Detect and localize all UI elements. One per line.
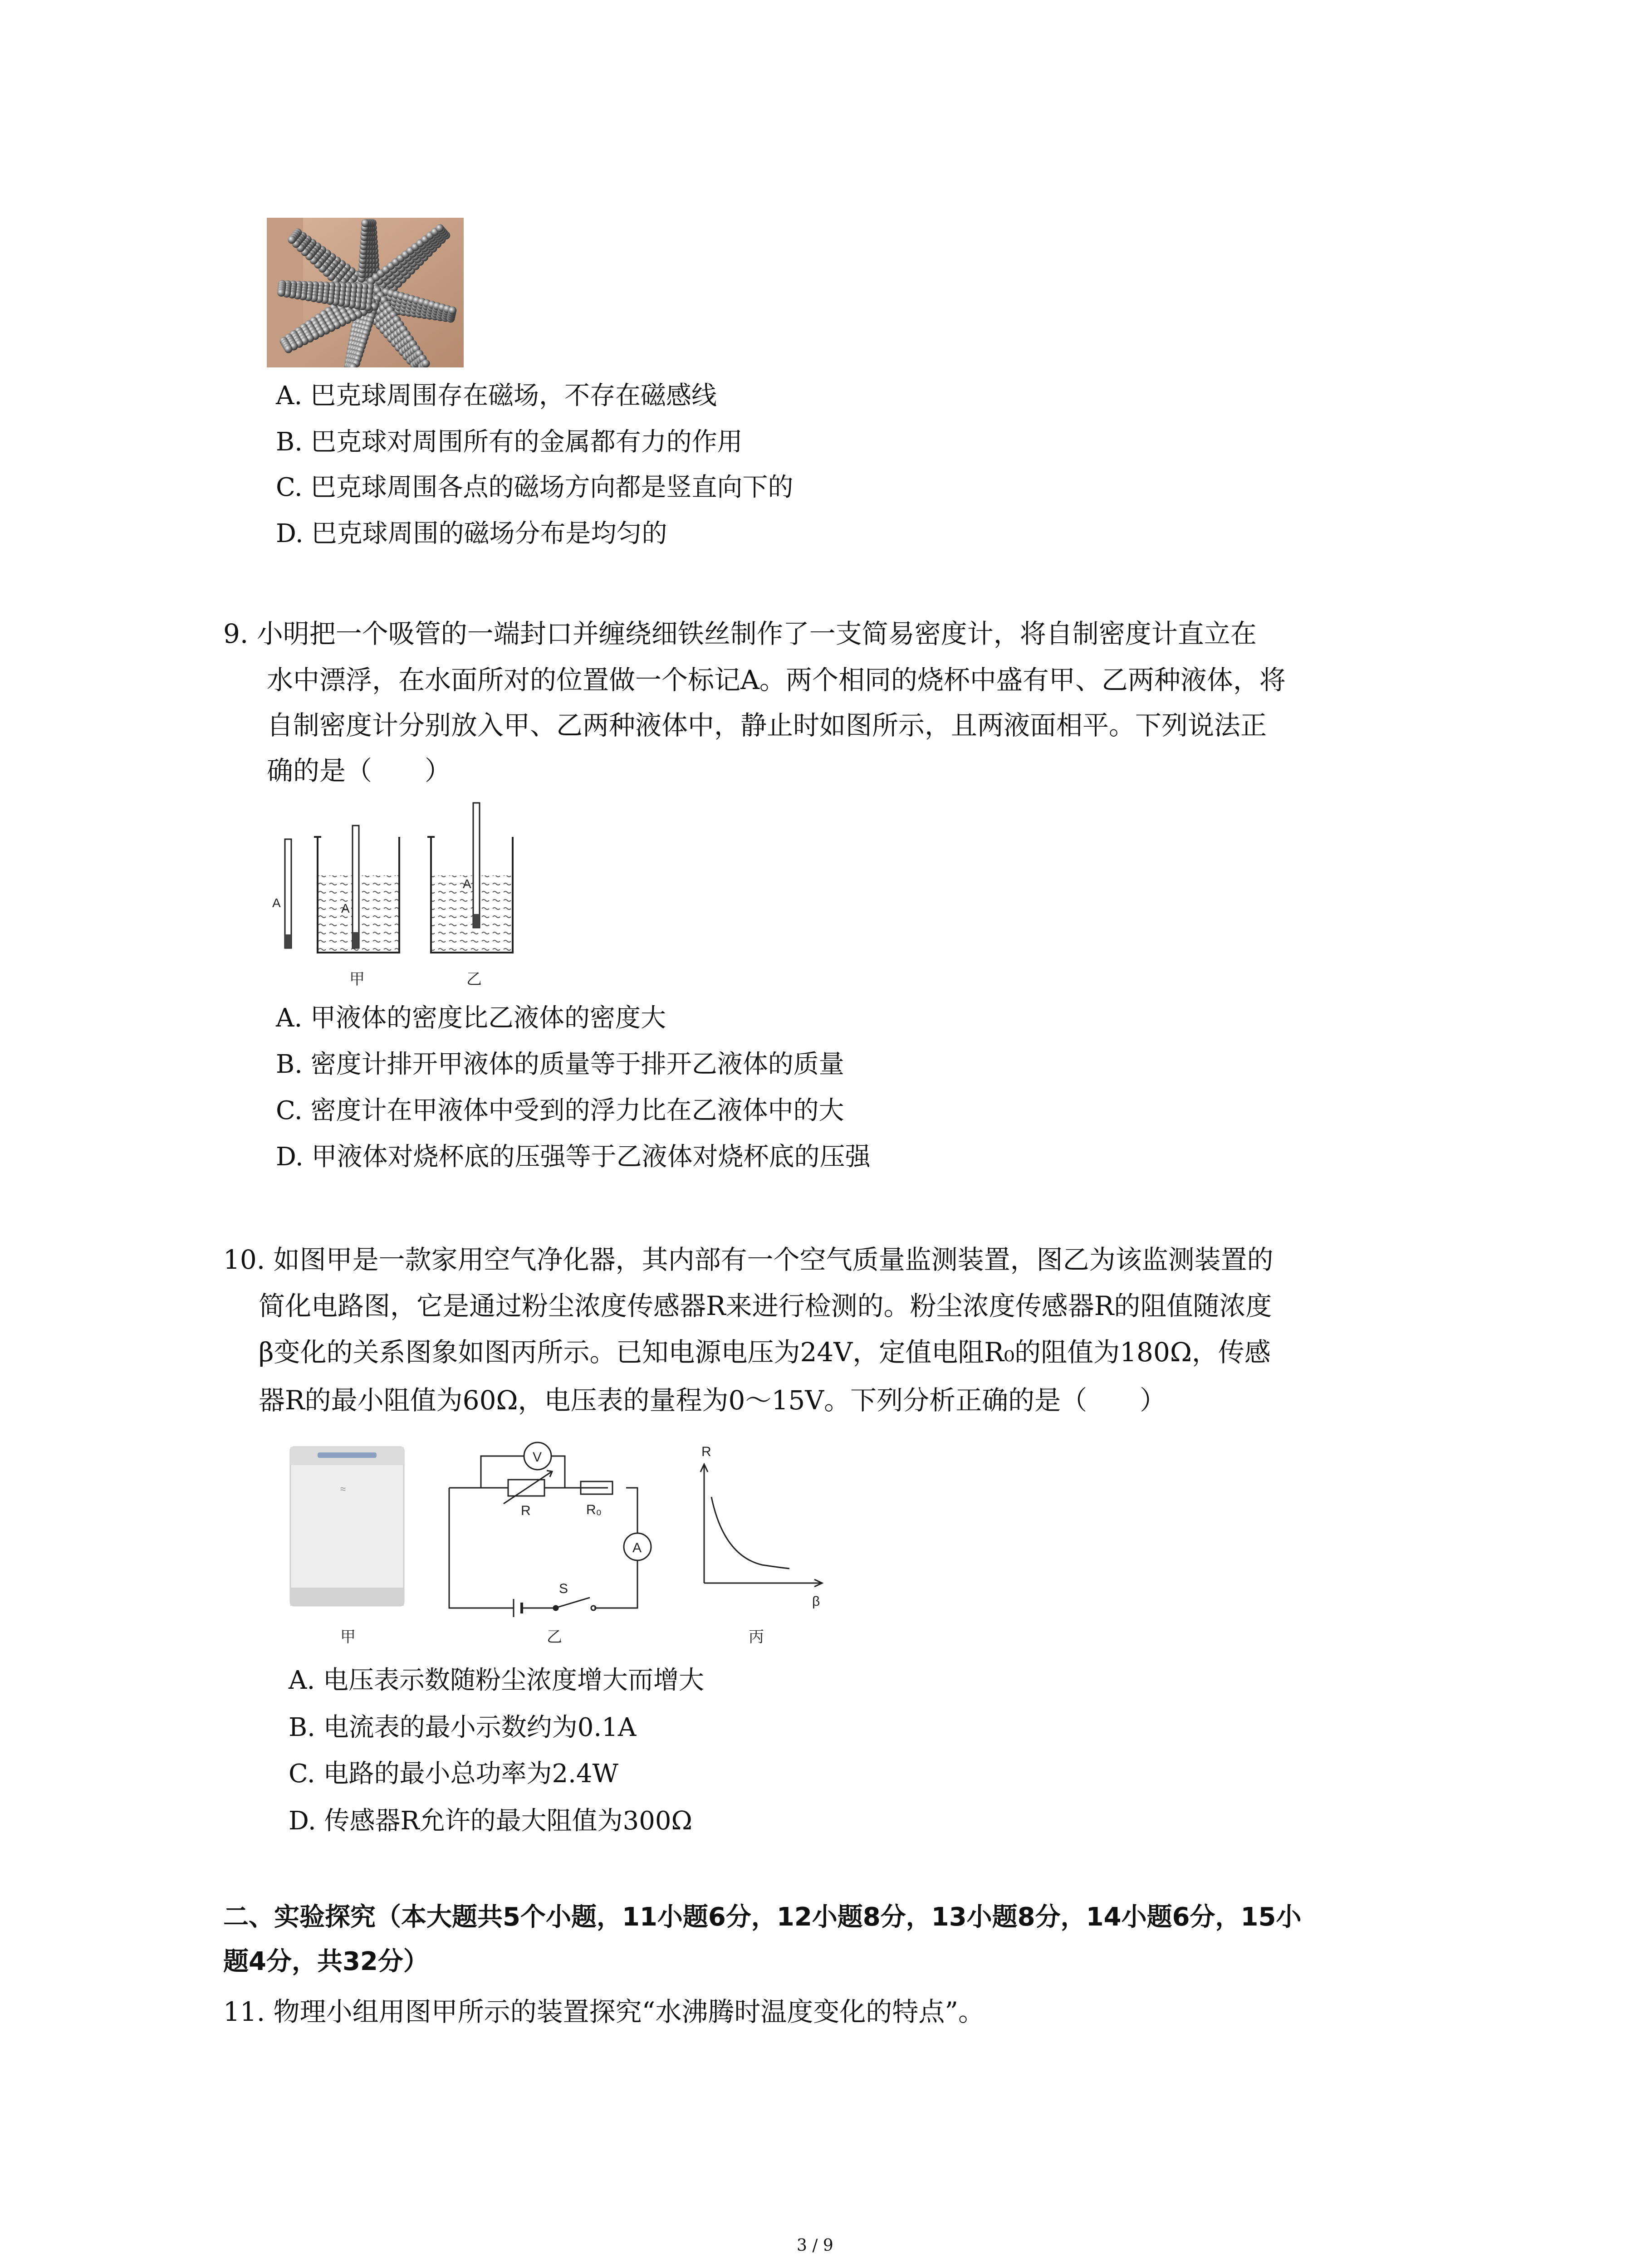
air-purifier-image bbox=[290, 1447, 404, 1606]
svg-text:≈: ≈ bbox=[340, 1483, 346, 1495]
voltmeter-label: V bbox=[533, 1450, 542, 1465]
switch-label: S bbox=[559, 1581, 568, 1596]
q10-stem-line-3: β变化的关系图象如图丙所示。已知电源电压为24V，定值电阻R₀的阻值为180Ω，传感 bbox=[259, 1337, 1271, 1368]
beaker-yi-caption: 乙 bbox=[466, 971, 482, 988]
q10-stem-line-1: 10. 如图甲是一款家用空气净化器，其内部有一个空气质量监测装置，图乙为该监测装置的 bbox=[223, 1244, 1274, 1275]
q9-option-a: A. 甲液体的密度比乙液体的密度大 bbox=[276, 1003, 666, 1033]
q8-option-a: A. 巴克球周围存在磁场，不存在磁感线 bbox=[276, 381, 717, 411]
q9-option-b: B. 密度计排开甲液体的质量等于排开乙液体的质量 bbox=[276, 1050, 844, 1079]
q10-option-d: D. 传感器R允许的最大阻值为300Ω bbox=[289, 1806, 692, 1836]
graph-y-axis-label: R bbox=[701, 1444, 711, 1459]
graph-x-axis-label: β bbox=[812, 1594, 820, 1609]
circuit-diagram bbox=[449, 1442, 651, 1617]
q11-stem: 11. 物理小组用图甲所示的装置探究“水沸腾时温度变化的特点”。 bbox=[223, 1996, 985, 2027]
q9-stem-line-4: 确的是（ ） bbox=[267, 755, 451, 786]
resistance-concentration-graph bbox=[700, 1464, 822, 1587]
section-2-heading-line-1: 二、实验探究（本大题共5个小题，11小题6分，12小题8分，13小题8分，14小题6分，15小 bbox=[223, 1902, 1302, 1932]
page-number: 3 / 9 bbox=[797, 2236, 833, 2255]
graph-caption: 丙 bbox=[749, 1628, 764, 1646]
circuit-caption: 乙 bbox=[547, 1628, 562, 1646]
q9-option-d: D. 甲液体对烧杯底的压强等于乙液体对烧杯底的压强 bbox=[276, 1142, 871, 1172]
beaker-jia-mark-label: A bbox=[341, 901, 350, 915]
q9-stem-line-2: 水中漂浮，在水面所对的位置做一个标记A。两个相同的烧杯中盛有甲、乙两种液体，将 bbox=[267, 665, 1286, 695]
resistor-r-label: R bbox=[521, 1503, 531, 1518]
q10-stem-line-4: 器R的最小阻值为60Ω，电压表的量程为0～15V。下列分析正确的是（ ） bbox=[259, 1385, 1166, 1416]
ammeter-label: A bbox=[632, 1540, 642, 1555]
q9-stem-line-3: 自制密度计分别放入甲、乙两种液体中，静止时如图所示，且两液面相平。下列说法正 bbox=[267, 710, 1267, 741]
q10-option-a: A. 电压表示数随粉尘浓度增大而增大 bbox=[289, 1666, 705, 1695]
q8-option-d: D. 巴克球周围的磁场分布是均匀的 bbox=[276, 519, 667, 548]
hydrometer-mark-label: A bbox=[272, 896, 281, 910]
hydrometer-figure bbox=[263, 798, 554, 993]
purifier-caption: 甲 bbox=[340, 1628, 356, 1646]
q9-stem-line-1: 9. 小明把一个吸管的一端封口并缠绕细铁丝制作了一支简易密度计，将自制密度计直立在 bbox=[223, 618, 1257, 649]
q8-option-b: B. 巴克球对周围所有的金属都有力的作用 bbox=[276, 427, 743, 457]
q10-option-c: C. 电路的最小总功率为2.4W bbox=[289, 1759, 619, 1789]
q9-option-c: C. 密度计在甲液体中受到的浮力比在乙液体中的大 bbox=[276, 1096, 844, 1125]
q10-figure bbox=[281, 1429, 848, 1656]
q10-stem-line-2: 简化电路图，它是通过粉尘浓度传感器R来进行检测的。粉尘浓度传感器R的阻值随浓度 bbox=[259, 1290, 1272, 1321]
section-2-heading-line-2: 题4分，共32分） bbox=[223, 1947, 429, 1976]
magnetic-balls-photo bbox=[267, 218, 464, 367]
resistor-r0-label: R₀ bbox=[586, 1502, 602, 1517]
beaker-jia-caption: 甲 bbox=[349, 971, 365, 988]
q8-option-c: C. 巴克球周围各点的磁场方向都是竖直向下的 bbox=[276, 473, 794, 502]
beaker-yi-mark-label: A bbox=[463, 877, 471, 891]
q10-option-b: B. 电流表的最小示数约为0.1A bbox=[289, 1713, 637, 1742]
